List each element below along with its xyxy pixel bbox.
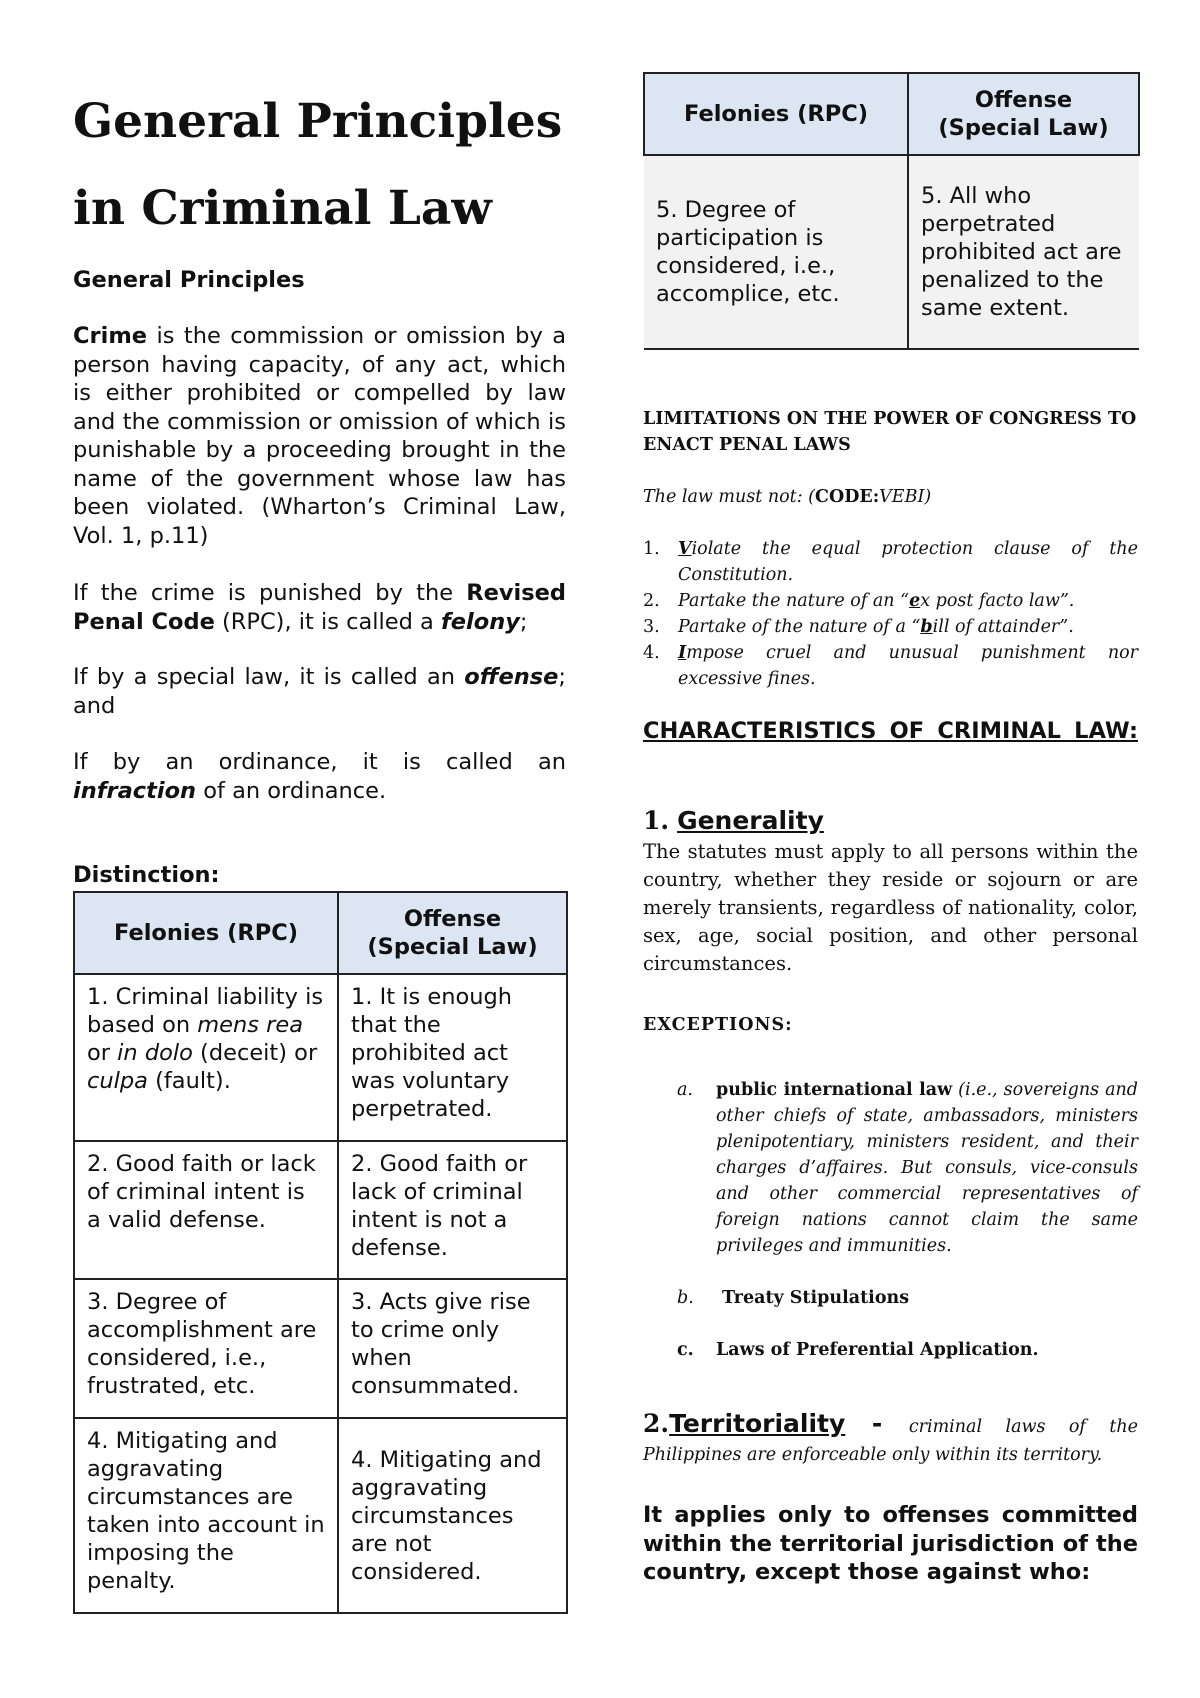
table-header-row [74,892,567,974]
exception-term: public international law [716,1080,953,1100]
offense-paragraph [73,663,566,720]
generality-heading [643,806,1138,836]
list-number: 3. [643,617,660,637]
cell-text: (deceit) or [192,1040,318,1066]
offense-term: offense [464,664,559,690]
list-marker: b. [677,1288,694,1308]
offense-header [908,73,1139,155]
exceptions-list [643,1077,1138,1363]
table-row [644,155,1139,349]
exception-term: Treaty Stipulations [722,1288,910,1308]
table-cell: 1. It is enough that the prohibited act was voluntary perpetrated. [338,974,567,1141]
list-text: Partake of the nature of a “ [678,617,921,637]
table-cell: 3. Degree of accomplishment are considered, i.e., frustrated, etc. [74,1279,338,1418]
list-text: iolate the equal protection clause of the Constitution. [678,539,1138,585]
list-text: x post facto law”. [920,591,1075,611]
law-must-not-text: The law must not: ( [643,487,816,507]
mnemonic-letter: b [920,617,933,637]
crime-term: Crime [73,323,148,349]
exceptions-heading: EXCEPTIONS: [643,1015,793,1035]
cell-text: or [87,1040,118,1066]
list-number: 2. [643,591,660,611]
list-text: mpose cruel and unusual punishment nor excessive fines. [678,643,1138,689]
felonies-header: Felonies (RPC) [74,892,338,974]
territoriality-dash: - [845,1409,909,1438]
exception-term: Laws of Preferential Application. [716,1340,1039,1360]
characteristics-heading: CHARACTERISTICS OF CRIMINAL LAW: [643,718,1138,744]
list-marker: c. [677,1340,694,1360]
offense-header-line-2: (Special Law) [367,934,538,960]
list-text: Partake the nature of an “ [678,591,910,611]
offense-header-line-1: Offense [403,906,502,932]
list-item [643,640,1138,692]
felony-text-mid: (RPC), it is called a [214,608,441,635]
generality-text: The statutes must apply to all persons within the country, whether they reside or sojourn or are merely transients, regardless of nationality, color, sex, age, social position, and other personal circumstances. [643,840,1138,975]
felony-term: felony [441,608,520,635]
territoriality-number: 2. [643,1409,670,1438]
generality-title: Generality [677,806,824,835]
offense-header [338,892,567,974]
mnemonic-letter: V [678,539,692,559]
list-item [643,588,1138,614]
infraction-text-end: of an ordinance. [196,777,387,804]
list-item [643,1285,1138,1311]
table-cell: 5. All who perpetrated prohibited act are penalized to the same extent. [908,155,1139,349]
infraction-paragraph [73,748,566,805]
list-number: 1. [643,539,660,559]
list-text: ill of attainder”. [932,617,1074,637]
table-row [74,1418,567,1613]
culpa-term: culpa [87,1068,148,1094]
territoriality-paragraph [643,1410,1138,1469]
cell-text: (fault). [147,1068,231,1094]
table-cell: 4. Mitigating and aggravating circumstances are taken into account in imposing the penalty. [74,1418,338,1613]
in-dolo-term: in dolo [117,1040,193,1066]
felonies-header: Felonies (RPC) [644,73,908,155]
table-row [74,1279,567,1418]
list-item [643,536,1138,588]
crime-definition-text: is the commission or omission by a person having capacity, of any act, which is either prohibited or compelled by law and the commission or omission of which is punishable by a proceeding brought in the name of the government whose law has been violated. (Wharton’s Criminal Law, Vol. 1, p.11) [73,323,566,549]
limitations-list [643,536,1138,692]
applies-paragraph: It applies only to offenses committed within the territorial jurisdiction of the country, except those against who: [643,1502,1138,1585]
list-item [643,1337,1138,1363]
rpc-term: Revised Penal Code [73,580,566,635]
code-value: VEBI [879,487,925,507]
list-item [643,614,1138,640]
table-header-row [644,73,1139,155]
limitations-heading: LIMITATIONS ON THE POWER OF CONGRESS TO ENACT PENAL LAWS [643,409,1137,455]
felony-text-end: ; [519,608,528,635]
territoriality-text: criminal laws of the Philippines are enforceable only within its territory. [643,1417,1138,1465]
law-must-not-end: ) [924,487,932,507]
distinction-label: Distinction: [73,862,220,888]
felony-text-pre: If the crime is punished by the [73,580,467,606]
mens-rea-term: mens rea [197,1012,304,1038]
offense-header-line-1: Offense [974,87,1073,113]
table-cell [74,974,338,1141]
code-label: CODE: [815,487,880,507]
page-title-line-2: in Criminal Law [73,181,492,236]
exception-text: (i.e., sovereigns and other chiefs of state, ambassadors, ministers plenipotentiary, ministers resident, and their charges d’affaires. But consuls, vice-consuls and other commercial representatives of foreign nations cannot claim the same privileges and immunities. [716,1080,1138,1256]
table-cell: 3. Acts give rise to crime only when consummated. [338,1279,567,1418]
table-row [74,1141,567,1279]
list-item [643,1077,1138,1259]
offense-text-end: ; and [73,664,566,719]
offense-header-line-2: (Special Law) [938,115,1109,141]
distinction-table-continued [643,72,1140,350]
generality-number: 1. [643,806,670,835]
table-row [74,974,567,1141]
section-subheading: General Principles [73,267,305,293]
territoriality-title: Territoriality [669,1409,846,1438]
cell-text: 1. Criminal liability is based on [87,984,324,1038]
table-cell: 5. Degree of participation is considered, i.e., accomplice, etc. [644,155,908,349]
infraction-text-pre: If by an ordinance, it is called an [73,749,566,775]
offense-text-pre: If by a special law, it is called an [73,664,465,690]
mnemonic-letter: I [678,643,687,663]
table-cell: 2. Good faith or lack of criminal intent is not a defense. [338,1141,567,1279]
crime-definition [73,322,566,550]
page-title-line-1: General Principles [73,94,563,149]
table-cell: 4. Mitigating and aggravating circumstances are not considered. [338,1418,567,1613]
table-cell: 2. Good faith or lack of criminal intent is a valid defense. [74,1141,338,1279]
law-must-not [643,484,1138,510]
list-number: 4. [643,643,660,663]
distinction-table [73,891,568,1614]
list-marker: a. [677,1080,693,1100]
infraction-term: infraction [73,777,197,804]
mnemonic-letter: e [909,591,921,611]
felony-paragraph [73,579,566,636]
